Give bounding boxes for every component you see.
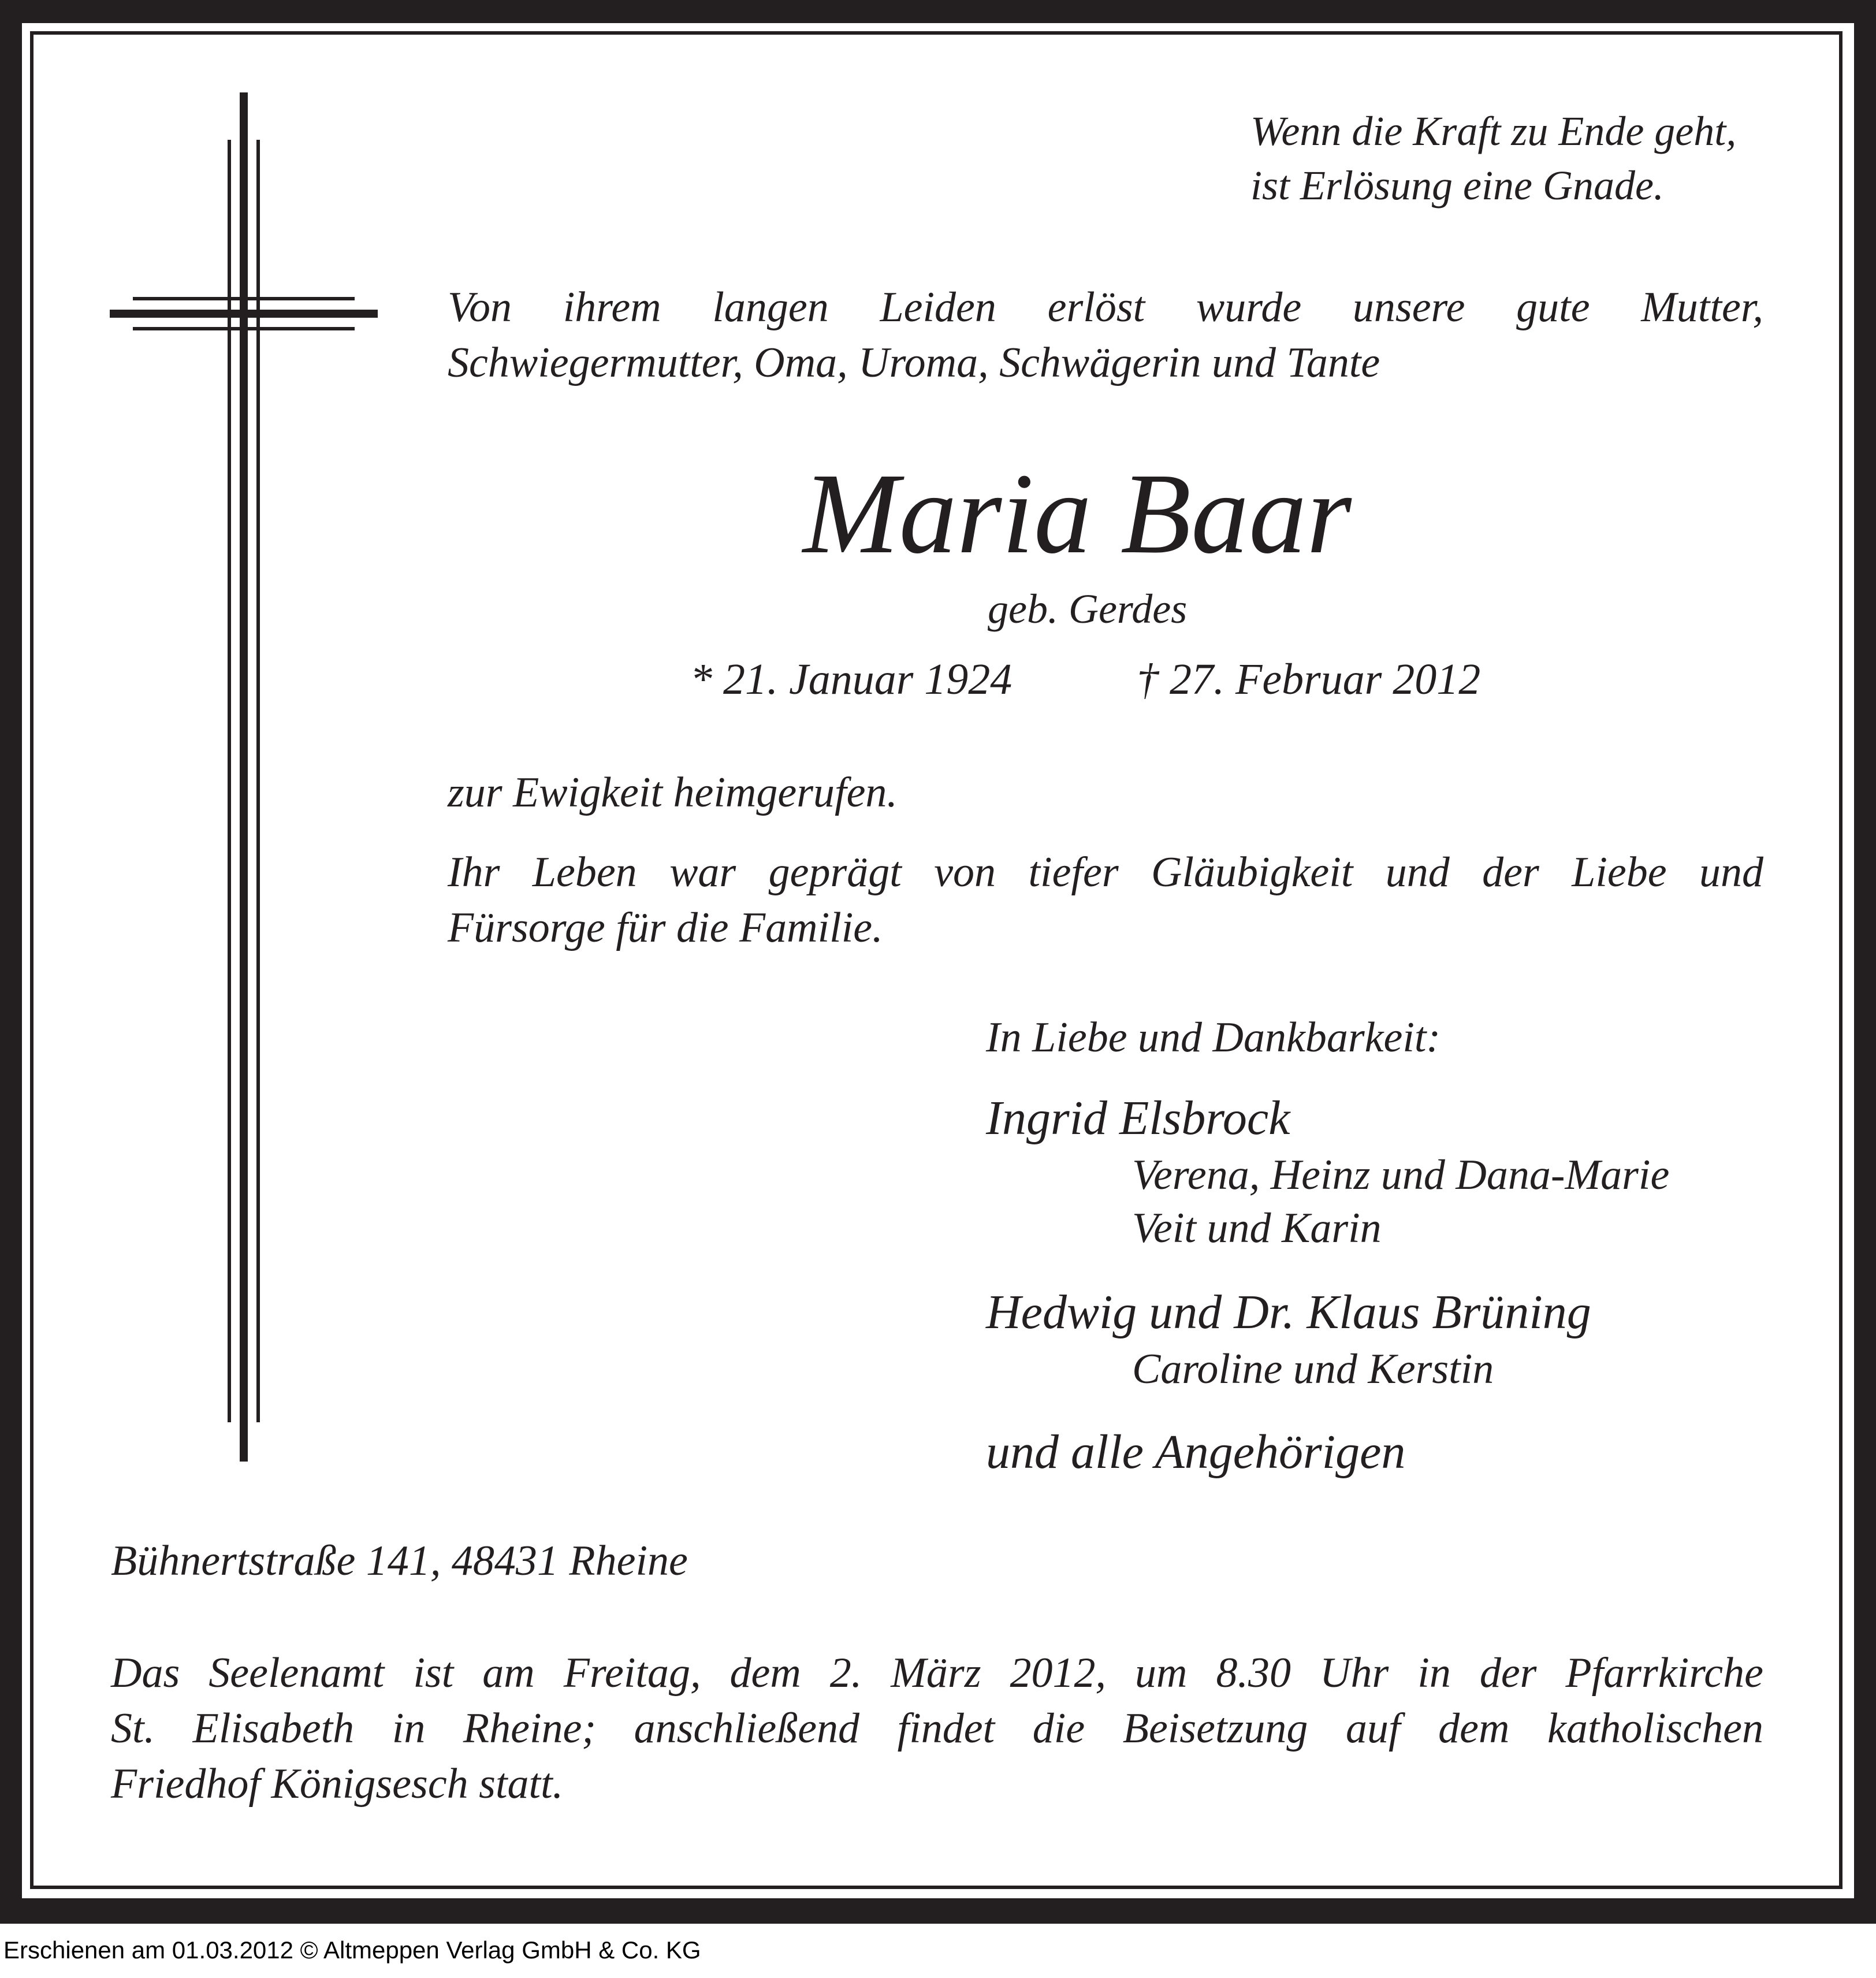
family-2-line-1: Caroline und Kerstin [1132, 1345, 1494, 1393]
service-line-3: Friedhof Königsesch statt. [111, 1760, 564, 1808]
motto-line-2: ist Erlösung eine Gnade. [1250, 162, 1664, 209]
birth-date: * 21. Januar 1924 [690, 655, 1013, 704]
family-1-line-1: Verena, Heinz und Dana-Marie [1132, 1151, 1670, 1199]
motto [1250, 104, 1736, 213]
motto-line-1: Wenn die Kraft zu Ende geht, [1250, 108, 1737, 154]
death-date: † 27. Februar 2012 [1137, 655, 1481, 704]
service-line-2: St. Elisabeth in Rheine; anschließend findet die Beisetzung auf dem katholischen [111, 1705, 1763, 1752]
deceased-name: Maria Baar [803, 450, 1352, 578]
family-1-line-2: Veit und Karin [1132, 1204, 1382, 1252]
intro-line-2: Schwiegermutter, Oma, Uroma, Schwägerin und Tante [448, 339, 1380, 386]
mourners-heading: In Liebe und Dankbarkeit: [986, 1014, 1441, 1061]
maiden-name: geb. Gerdes [988, 586, 1188, 632]
family-1-head: Ingrid Elsbrock [986, 1091, 1290, 1145]
life-line-2: Fürsorge für die Familie. [448, 904, 883, 951]
called-home-text: zur Ewigkeit heimgerufen. [448, 769, 898, 816]
intro-line-1: Von ihrem langen Leiden erlöst wurde unsere gute Mutter, [448, 284, 1763, 331]
cross-icon [110, 92, 387, 1467]
family-2-head: Hedwig und Dr. Klaus Brüning [986, 1285, 1591, 1339]
mourners-closing: und alle Angehörigen [986, 1425, 1406, 1479]
service-line-1: Das Seelenamt ist am Freitag, dem 2. März 2012, um 8.30 Uhr in der Pfarrkirche [111, 1649, 1763, 1697]
address: Bühnertstraße 141, 48431 Rheine [111, 1537, 688, 1585]
life-line-1: Ihr Leben war geprägt von tiefer Gläubigkeit und der Liebe und [448, 849, 1763, 896]
publication-footer: Erschienen am 01.03.2012 © Altmeppen Verlag GmbH & Co. KG [3, 1936, 701, 1964]
